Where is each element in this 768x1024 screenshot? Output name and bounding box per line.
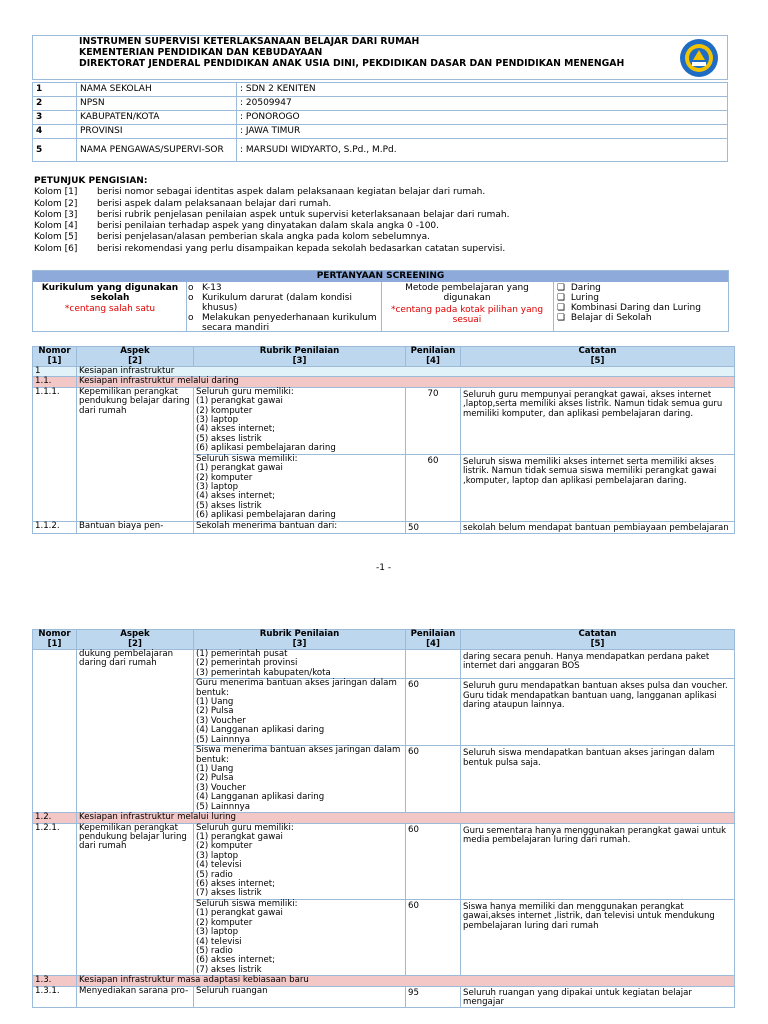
method-checkbox[interactable]: ❏ Belajar di Sekolah	[557, 313, 652, 323]
curriculum-option[interactable]: o K-13	[188, 283, 222, 293]
table-row: 2 NPSN : 20509947	[33, 97, 728, 111]
list-item: Kolom [2] berisi aspek dalam pelaksanaan belajar dari rumah.	[34, 198, 332, 209]
list-item: Kolom [4] berisi penilaian terhadap aspek yang dinyatakan dalam skala angka 0 -100.	[34, 221, 440, 232]
screening-title: PERTANYAAN SCREENING	[33, 271, 728, 282]
document-header	[32, 35, 728, 80]
header-line-2: KEMENTERIAN PENDIDIKAN DAN KEBUDAYAAN	[79, 47, 323, 58]
table-row: 1.3.1. Menyediakan sarana pro- Seluruh ruangan 95 Seluruh ruangan yang dipakai untuk kegiatan belajar mengajar	[33, 986, 735, 1008]
method-label: Metode pembelajaran yang digunakan	[405, 283, 529, 303]
table-row: Seluruh siswa memiliki: (1) perangkat gawai (2) komputer (3) laptop (4) akses internet; (5) akses listrik (6) aplikasi pembelajaran daring 60 Seluruh siswa memiliki akses internet serta memiliki akses listrik. Namun tidak semua siswa memiliki perangkat gawai ,komputer, laptop dan aplikasi pembelajaran daring.	[33, 454, 735, 521]
table-row: dukung pembelajaran daring dari rumah (1) pemerintah pusat (2) pemerintah provinsi (3) pemerintah kabupaten/kota daring secara penuh. Hanya mendapatkan perdana paket internet dari anggaran BOS	[33, 650, 735, 679]
table-row: 1.2.1. Kepemilikan perangkat pendukung belajar luring dari rumah Seluruh guru memiliki: (1) perangkat gawai (2) komputer (3) laptop (4) televisi (5) radio (6) akses internet; (7) akses listrik 60 Guru sementara hanya menggunakan perangkat gawai untuk media pembelajaran luring dari rumah.	[33, 823, 735, 899]
table-row: 1 Kesiapan infrastruktur	[33, 367, 735, 377]
filling-instructions	[34, 176, 510, 255]
list-item: Kolom [1] berisi nomor sebagai identitas aspek dalam pelaksanaan kegiatan belajar dari rumah.	[34, 187, 486, 198]
table-row: 3 KABUPATEN/KOTA : PONOROGO	[33, 111, 728, 125]
assessment-table-page-2	[32, 629, 735, 1008]
method-checkbox[interactable]: ❏ Luring	[557, 293, 599, 303]
table-row: 1.1. Kesiapan infrastruktur melalui daring	[33, 377, 735, 387]
curriculum-note: *centang salah satu	[64, 304, 156, 314]
list-item: Kolom [6] berisi rekomendasi yang perlu disampaikan kepada sekolah bedasarkan catatan supervisi.	[34, 243, 506, 254]
table-row: 1.2. Kesiapan infrastruktur melalui luring	[33, 813, 735, 823]
list-item: Kolom [5] berisi penjelasan/alasan pemberian skala angka pada kolom sebelumnya.	[34, 232, 430, 243]
instructions-title: PETUNJUK PENGISIAN:	[34, 176, 148, 186]
curriculum-label: Kurikulum yang digunakan sekolah	[41, 283, 179, 303]
table-row: Seluruh siswa memiliki: (1) perangkat gawai (2) komputer (3) laptop (4) televisi (5) radio (6) akses internet; (7) akses listrik 60 Siswa hanya memiliki dan menggunakan perangkat gawai,akses internet ,listrik, dan televisi untuk mendukung pembelajaran luring dari rumah	[33, 899, 735, 975]
table-row: Siswa menerima bantuan akses jaringan dalam bentuk: (1) Uang (2) Pulsa (3) Voucher (4) Langganan aplikasi daring (5) Lainnnya 60 Seluruh siswa mendapatkan bantuan akses jaringan dalam bentuk pulsa saja.	[33, 746, 735, 813]
checkbox-icon: ❏	[557, 303, 566, 313]
method-options	[557, 283, 727, 323]
method-checkbox[interactable]: ❏ Kombinasi Daring dan Luring	[557, 303, 701, 313]
checkbox-icon: ❏	[557, 293, 566, 303]
curriculum-option[interactable]: o Kurikulum darurat (dalam kondisi khusus)	[188, 293, 352, 313]
identity-table	[32, 82, 728, 162]
curriculum-option[interactable]: o Melakukan penyederhanaan kurikulum secara mandiri	[188, 313, 377, 333]
header-line-3: DIREKTORAT JENDERAL PENDIDIKAN ANAK USIA DINI, PEKDIDIKAN DASAR DAN PENDIDIKAN MENENGAH	[79, 58, 625, 69]
tut-wuri-handayani-logo	[679, 38, 719, 78]
table-row: 1.1.2. Bantuan biaya pen- Sekolah menerima bantuan dari: 50 sekolah belum mendapat bantuan pembiayaan pembelajaran	[33, 521, 735, 533]
curriculum-options	[188, 283, 378, 333]
table-row: Guru menerima bantuan akses jaringan dalam bentuk: (1) Uang (2) Pulsa (3) Voucher (4) Langganan aplikasi daring (5) Lainnnya 60 Seluruh guru mendapatkan bantuan akses pulsa dan voucher. Guru tidak mendapatkan bantuan uang, langganan aplikasi daring ataupun lainnya.	[33, 679, 735, 746]
page-number: -1 -	[376, 563, 392, 573]
checkbox-icon: ❏	[557, 283, 566, 293]
method-note: *centang pada kotak pilihan yang sesuai	[390, 305, 544, 325]
table-row: 4 PROVINSI : JAWA TIMUR	[33, 125, 728, 139]
header-line-1: INSTRUMEN SUPERVISI KETERLAKSANAAN BELAJAR DARI RUMAH	[79, 36, 420, 47]
assessment-table-page-1	[32, 346, 735, 534]
table-header: Nomor [1] Aspek [2] Rubrik Penilaian [3] Penilaian [4] Catatan [5]	[33, 630, 735, 650]
checkbox-icon: ❏	[557, 313, 566, 323]
screening-section	[32, 270, 729, 332]
table-row: 5 NAMA PENGAWAS/SUPERVI-SOR : MARSUDI WIDYARTO, S.Pd., M.Pd.	[33, 139, 728, 162]
list-item: Kolom [3] berisi rubrik penjelasan penilaian aspek untuk supervisi keterlaksanaan belajar dari rumah.	[34, 209, 510, 220]
table-row: 1 NAMA SEKOLAH : SDN 2 KENITEN	[33, 83, 728, 97]
table-header: Nomor [1] Aspek [2] Rubrik Penilaian [3] Penilaian [4] Catatan [5]	[33, 347, 735, 367]
method-checkbox[interactable]: ❏ Daring	[557, 283, 601, 293]
table-row: 1.1.1. Kepemilikan perangkat pendukung belajar daring dari rumah Seluruh guru memiliki: (1) perangkat gawai (2) komputer (3) laptop (4) akses internet; (5) akses listrik (6) aplikasi pembelajaran daring 70 Seluruh guru mempunyai perangkat gawai, akses internet ,laptop,serta memiliki akses listrik. Namun tidak semua guru memiliki komputer, dan aplikasi pembelajaran daring.	[33, 387, 735, 454]
table-row: 1.3. Kesiapan infrastruktur masa adaptasi kebiasaan baru	[33, 976, 735, 986]
